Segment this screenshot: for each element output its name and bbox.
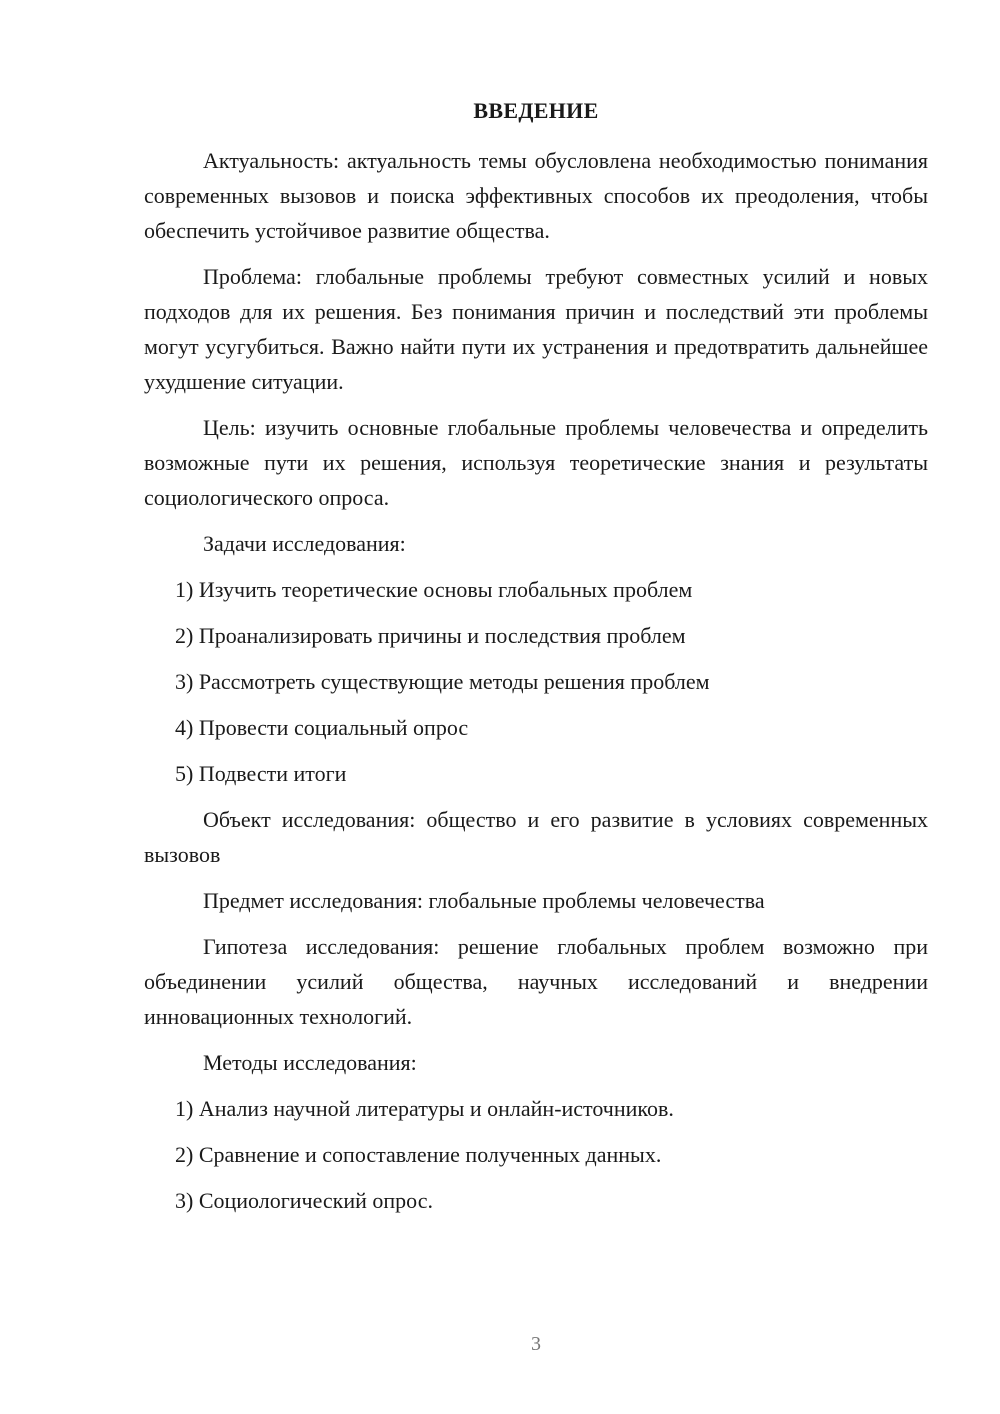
list-item: 5) Подвести итоги bbox=[175, 761, 347, 786]
page-number: 3 bbox=[531, 1333, 541, 1355]
list-item: 1) Анализ научной литературы и онлайн-источников. bbox=[175, 1096, 674, 1121]
goal-paragraph: Цель: изучить основные глобальные проблемы человечества и определить возможные пути их решения, используя теоретические знания и результаты социологического опроса. bbox=[144, 415, 928, 510]
list-item: 2) Проанализировать причины и последствия проблем bbox=[175, 623, 686, 648]
list-item: 3) Социологический опрос. bbox=[175, 1188, 433, 1213]
list-item: 2) Сравнение и сопоставление полученных данных. bbox=[175, 1142, 662, 1167]
tasks-list bbox=[144, 572, 928, 791]
relevance-paragraph: Актуальность: актуальность темы обусловлена необходимостью понимания современных вызовов и поиска эффективных способов их преодоления, чтобы обеспечить устойчивое развитие общества. bbox=[144, 148, 928, 243]
tasks-heading: Задачи исследования: bbox=[203, 531, 406, 556]
document-page bbox=[144, 96, 928, 1229]
list-item: 4) Провести социальный опрос bbox=[175, 715, 469, 740]
page-title: ВВЕДЕНИЕ bbox=[473, 98, 599, 123]
list-item: 1) Изучить теоретические основы глобальных проблем bbox=[175, 577, 693, 602]
hypothesis-paragraph: Гипотеза исследования: решение глобальных проблем возможно при объединении усилий общества, научных исследований и внедрении инновационных технологий. bbox=[144, 934, 928, 1029]
list-item: 3) Рассмотреть существующие методы решения проблем bbox=[175, 669, 710, 694]
methods-list bbox=[144, 1091, 928, 1218]
methods-heading: Методы исследования: bbox=[203, 1050, 417, 1075]
subject-paragraph: Предмет исследования: глобальные проблемы человечества bbox=[203, 888, 765, 913]
object-paragraph: Объект исследования: общество и его развитие в условиях современных вызовов bbox=[144, 807, 928, 867]
problem-paragraph: Проблема: глобальные проблемы требуют совместных усилий и новых подходов для их решения. Без понимания причин и последствий эти проблемы могут усугубиться. Важно найти пути их устранения и предотвратить дальнейшее ухудшение ситуации. bbox=[144, 264, 928, 394]
